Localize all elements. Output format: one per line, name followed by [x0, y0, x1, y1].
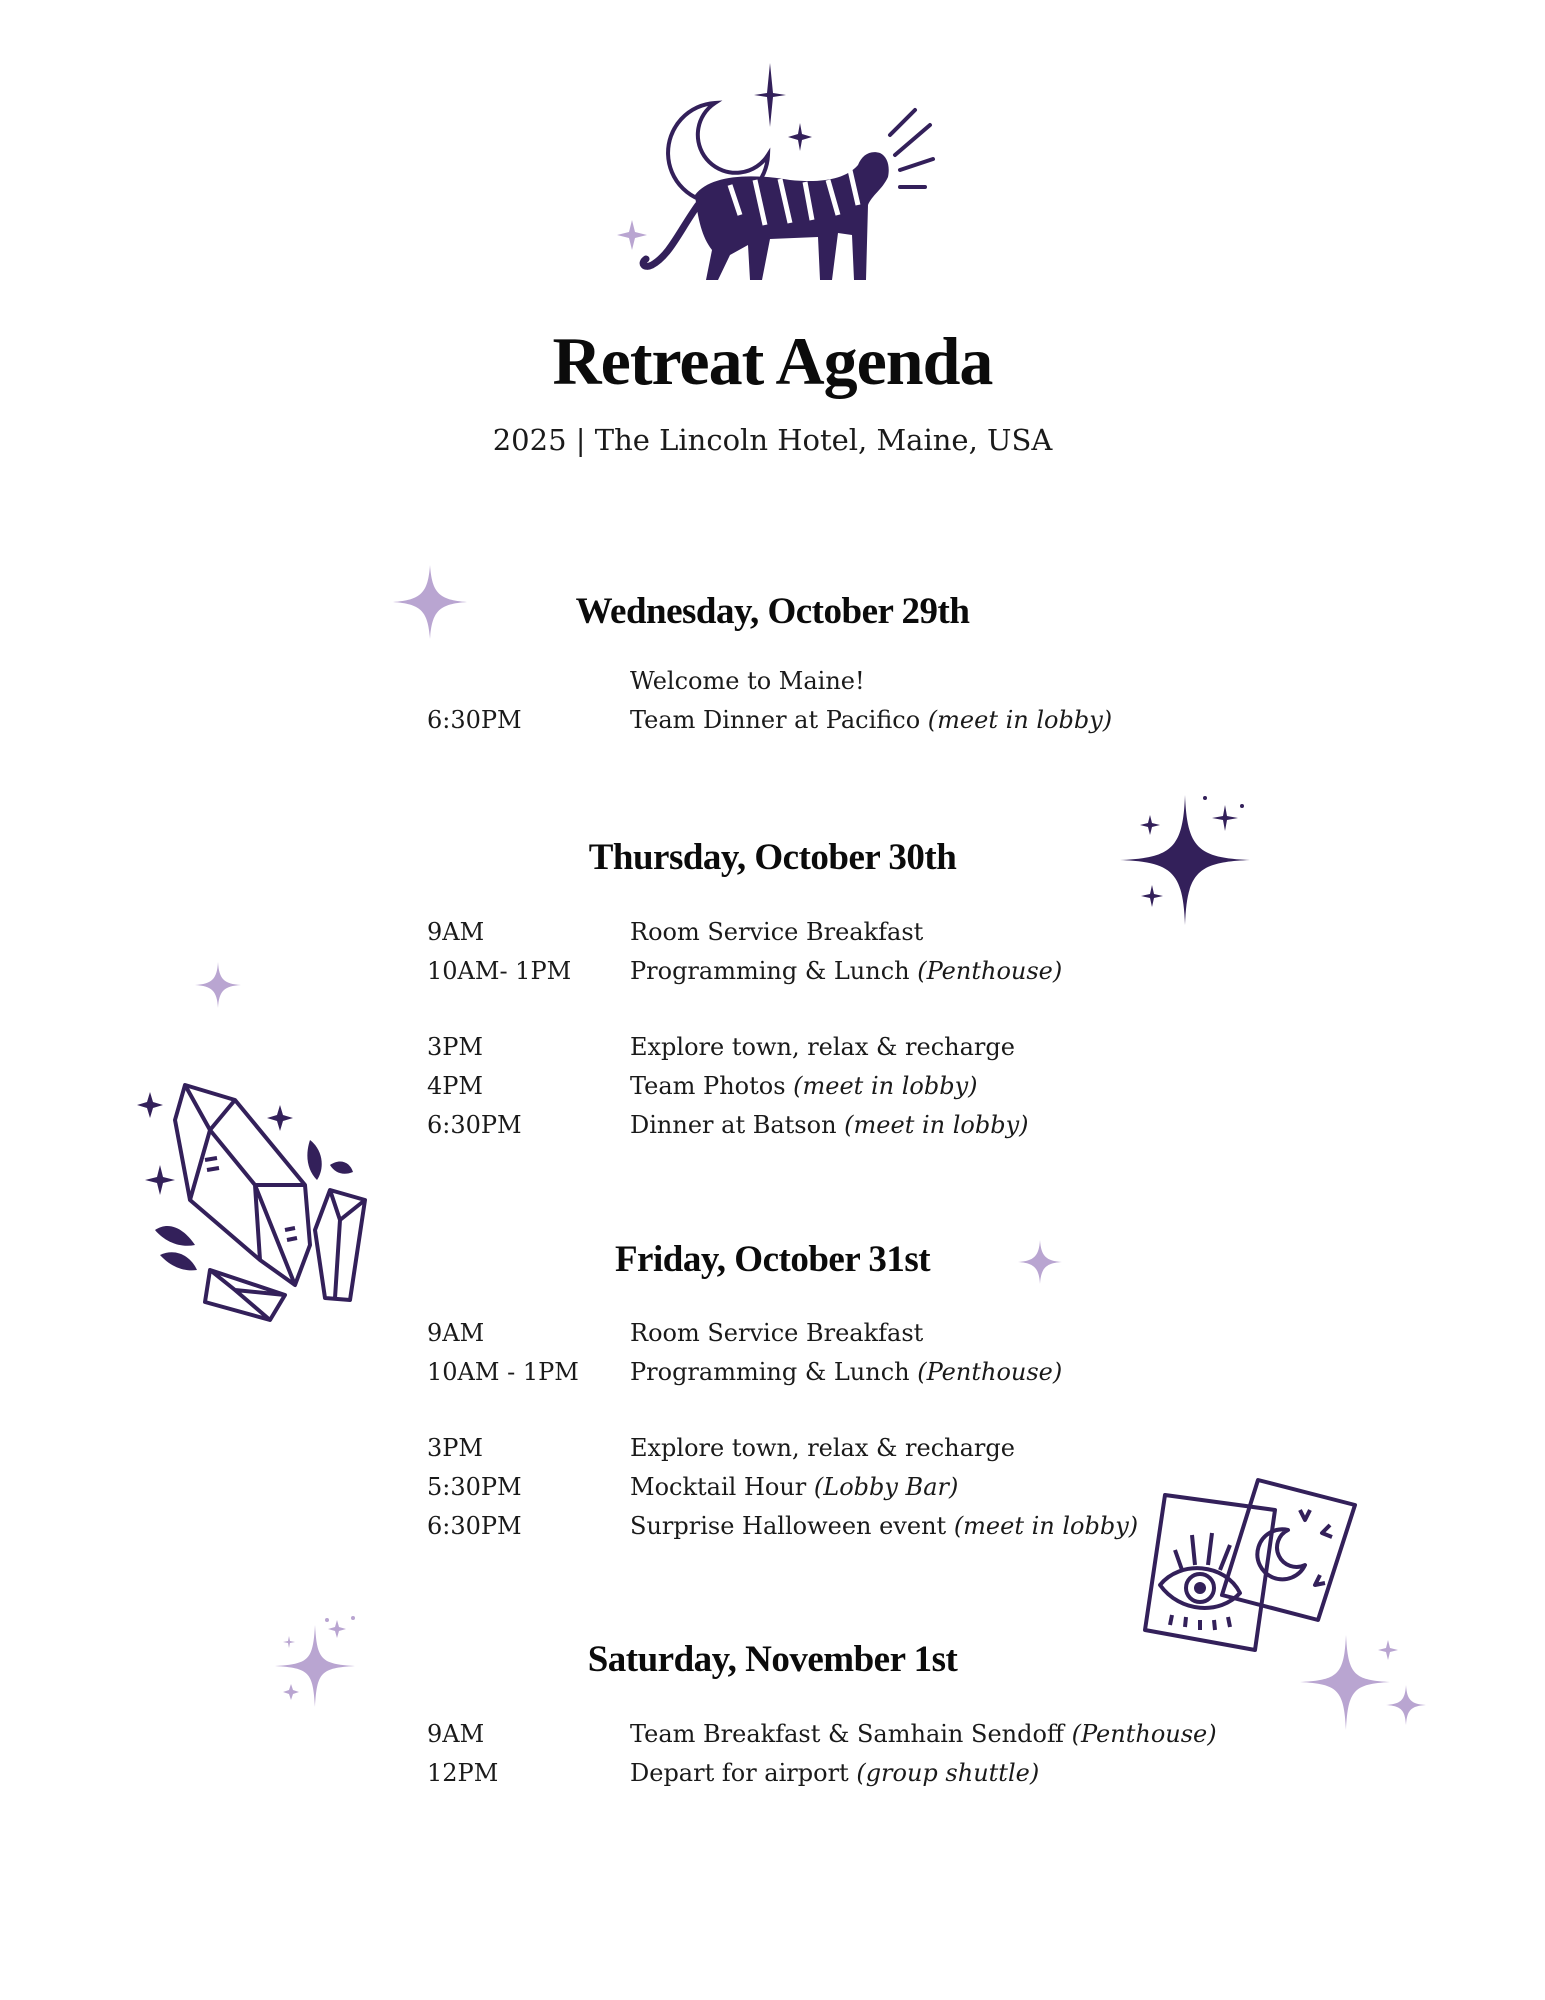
agenda-time: 12PM: [427, 1759, 499, 1787]
agenda-note: (Penthouse): [917, 1358, 1063, 1386]
agenda-activity: Surprise Halloween event: [630, 1512, 947, 1540]
agenda-time: 9AM: [427, 918, 485, 946]
agenda-activity: Explore town, relax & recharge: [630, 1434, 1015, 1462]
agenda-note: (Lobby Bar): [813, 1473, 959, 1501]
agenda-activity: Room Service Breakfast: [630, 918, 924, 946]
agenda-time: 9AM: [427, 1720, 485, 1748]
page-title: Retreat Agenda: [552, 323, 993, 399]
agenda-note: (group shuttle): [856, 1759, 1040, 1787]
agenda-activity: Team Photos: [630, 1072, 786, 1100]
agenda-activity: Room Service Breakfast: [630, 1319, 924, 1347]
day-heading-wednesday: Wednesday, October 29th: [575, 591, 970, 632]
agenda-activity: Depart for airport: [630, 1759, 849, 1787]
agenda-note: (Penthouse): [1071, 1720, 1217, 1748]
sparkle-cluster-icon: [1110, 790, 1260, 940]
sparkle-icon: [393, 565, 467, 639]
agenda-time: 6:30PM: [427, 706, 522, 734]
tarot-cards-icon: [1140, 1475, 1370, 1665]
tiger-moon-logo-icon: [600, 55, 960, 295]
day-heading-saturday: Saturday, November 1st: [587, 1639, 958, 1680]
agenda-note: (Penthouse): [917, 957, 1063, 985]
agenda-time: 9AM: [427, 1319, 485, 1347]
agenda-activity: Explore town, relax & recharge: [630, 1033, 1015, 1061]
page-subtitle: 2025 | The Lincoln Hotel, Maine, USA: [492, 423, 1053, 457]
agenda-time: 3PM: [427, 1033, 483, 1061]
agenda-note: (meet in lobby): [793, 1072, 978, 1100]
sparkle-cluster-icon: [265, 1610, 365, 1710]
sparkle-icon: [1018, 1240, 1062, 1284]
day-heading-thursday: Thursday, October 30th: [588, 837, 957, 878]
day-heading-friday: Friday, October 31st: [614, 1239, 931, 1280]
agenda-activity: Team Dinner at Pacifico: [630, 706, 921, 734]
agenda-note: (meet in lobby): [927, 706, 1113, 734]
crystals-icon: [135, 1080, 380, 1335]
agenda-activity: Programming & Lunch: [630, 957, 910, 985]
agenda-time: 10AM- 1PM: [427, 957, 572, 985]
agenda-time: 3PM: [427, 1434, 483, 1462]
agenda-time: 10AM - 1PM: [427, 1358, 579, 1386]
agenda-activity: Programming & Lunch: [630, 1358, 910, 1386]
agenda-time: 4PM: [427, 1072, 483, 1100]
agenda-time: 6:30PM: [427, 1111, 522, 1139]
agenda-activity: Mocktail Hour: [630, 1473, 807, 1501]
agenda-activity: Team Breakfast & Samhain Sendoff: [630, 1720, 1064, 1748]
agenda-note: (meet in lobby): [844, 1111, 1029, 1139]
agenda-activity: Welcome to Maine!: [630, 667, 865, 695]
agenda-time: 5:30PM: [427, 1473, 522, 1501]
sparkle-icon: [195, 962, 241, 1008]
agenda-time: 6:30PM: [427, 1512, 522, 1540]
agenda-activity: Dinner at Batson: [630, 1111, 837, 1139]
agenda-note: (meet in lobby): [953, 1512, 1139, 1540]
